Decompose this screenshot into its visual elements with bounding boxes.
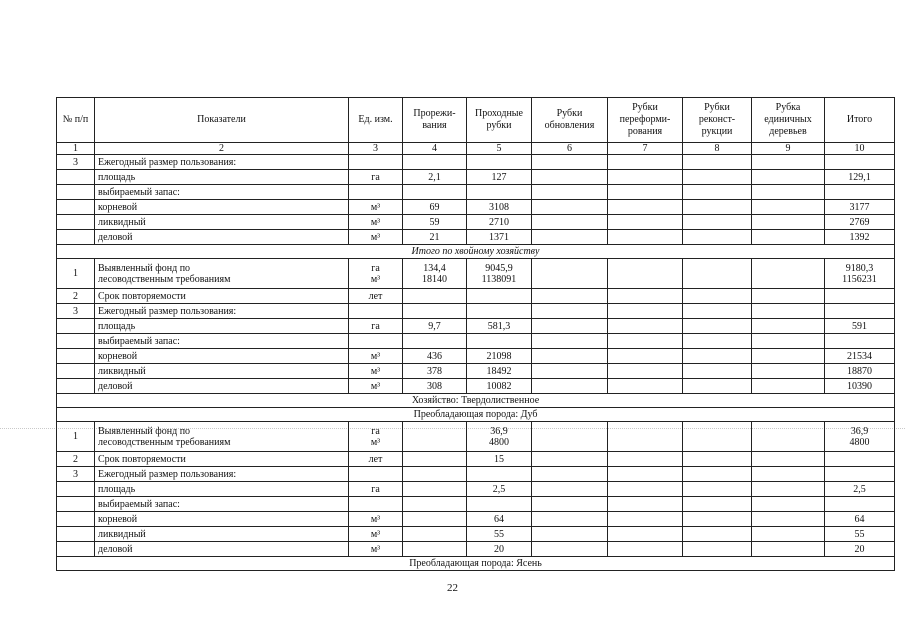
row-label: ликвидный bbox=[95, 364, 349, 379]
table-row bbox=[57, 379, 895, 394]
row-number: 1 bbox=[57, 422, 95, 452]
col-number: 2 bbox=[95, 143, 349, 155]
value-cell: 69 bbox=[403, 200, 467, 215]
row-label: деловой bbox=[95, 542, 349, 557]
header-cell: Проходные рубки bbox=[467, 98, 532, 143]
row-label: Выявленный фонд по лесоводственным требованиям bbox=[95, 422, 349, 452]
table-row bbox=[57, 200, 895, 215]
table-row bbox=[57, 185, 895, 200]
value-cell: 20 bbox=[467, 542, 532, 557]
value-cell: 55 bbox=[467, 527, 532, 542]
value-cell: 15 bbox=[467, 452, 532, 467]
value-cell: 36,9 4800 bbox=[467, 422, 532, 452]
value-cell: 378 bbox=[403, 364, 467, 379]
value-cell: 10082 bbox=[467, 379, 532, 394]
unit-cell: м³ bbox=[349, 379, 403, 394]
unit-cell: га м³ bbox=[349, 422, 403, 452]
value-cell: 3108 bbox=[467, 200, 532, 215]
unit-cell: м³ bbox=[349, 200, 403, 215]
row-label: Выявленный фонд по лесоводственным требованиям bbox=[95, 259, 349, 289]
section-title: Хозяйство: Твердолиственное bbox=[57, 394, 895, 408]
header-cell: Рубка единичных деревьев bbox=[752, 98, 825, 143]
row-label: корневой bbox=[95, 512, 349, 527]
row-label: Срок повторяемости bbox=[95, 289, 349, 304]
table-row bbox=[57, 215, 895, 230]
row-label: деловой bbox=[95, 230, 349, 245]
total-cell: 129,1 bbox=[825, 170, 895, 185]
table-row bbox=[57, 259, 895, 289]
header-cell: Ед. изм. bbox=[349, 98, 403, 143]
value-cell: 2710 bbox=[467, 215, 532, 230]
table-row bbox=[57, 334, 895, 349]
table-row bbox=[57, 497, 895, 512]
row-label: площадь bbox=[95, 319, 349, 334]
row-label: Срок повторяемости bbox=[95, 452, 349, 467]
table-row bbox=[57, 170, 895, 185]
row-label: деловой bbox=[95, 379, 349, 394]
total-cell: 9180,3 1156231 bbox=[825, 259, 895, 289]
table-row bbox=[57, 319, 895, 334]
table-row bbox=[57, 230, 895, 245]
table-row bbox=[57, 452, 895, 467]
col-number: 1 bbox=[57, 143, 95, 155]
header-cell: № п/п bbox=[57, 98, 95, 143]
page-number: 22 bbox=[447, 582, 458, 594]
total-cell: 591 bbox=[825, 319, 895, 334]
row-label: ликвидный bbox=[95, 215, 349, 230]
table-row bbox=[57, 467, 895, 482]
header-cell: Рубки обновления bbox=[532, 98, 608, 143]
value-cell: 127 bbox=[467, 170, 532, 185]
section-row bbox=[57, 557, 895, 571]
row-label: Ежегодный размер пользования: bbox=[95, 304, 349, 319]
row-label: ликвидный bbox=[95, 527, 349, 542]
table-row bbox=[57, 289, 895, 304]
col-number: 10 bbox=[825, 143, 895, 155]
value-cell: 18492 bbox=[467, 364, 532, 379]
total-cell: 21534 bbox=[825, 349, 895, 364]
table-row bbox=[57, 349, 895, 364]
forest-use-table bbox=[56, 97, 895, 571]
table-row bbox=[57, 527, 895, 542]
col-number: 7 bbox=[608, 143, 683, 155]
value-cell: 2,1 bbox=[403, 170, 467, 185]
row-number: 1 bbox=[57, 259, 95, 289]
value-cell: 581,3 bbox=[467, 319, 532, 334]
header-cell: Итого bbox=[825, 98, 895, 143]
section-title: Преобладающая порода: Дуб bbox=[57, 408, 895, 422]
header-row bbox=[57, 98, 895, 143]
total-cell: 36,9 4800 bbox=[825, 422, 895, 452]
header-cell: Показатели bbox=[95, 98, 349, 143]
table-row bbox=[57, 482, 895, 497]
table-row bbox=[57, 304, 895, 319]
total-cell: 64 bbox=[825, 512, 895, 527]
table-row bbox=[57, 155, 895, 170]
value-cell: 21 bbox=[403, 230, 467, 245]
value-cell: 1371 bbox=[467, 230, 532, 245]
total-cell: 2,5 bbox=[825, 482, 895, 497]
value-cell: 64 bbox=[467, 512, 532, 527]
col-number: 4 bbox=[403, 143, 467, 155]
table-row bbox=[57, 542, 895, 557]
total-cell: 18870 bbox=[825, 364, 895, 379]
table-row bbox=[57, 512, 895, 527]
section-title: Итого по хвойному хозяйству bbox=[57, 245, 895, 259]
col-number: 3 bbox=[349, 143, 403, 155]
table-row bbox=[57, 422, 895, 452]
header-cell: Рубки реконст-рукции bbox=[683, 98, 752, 143]
col-number: 9 bbox=[752, 143, 825, 155]
row-label: Ежегодный размер пользования: bbox=[95, 155, 349, 170]
unit-cell: лет bbox=[349, 289, 403, 304]
unit-cell: га bbox=[349, 170, 403, 185]
unit-cell: м³ bbox=[349, 215, 403, 230]
header-cell: Прорежи-вания bbox=[403, 98, 467, 143]
value-cell: 308 bbox=[403, 379, 467, 394]
row-number: 2 bbox=[57, 289, 95, 304]
unit-cell: лет bbox=[349, 452, 403, 467]
total-cell: 10390 bbox=[825, 379, 895, 394]
section-row bbox=[57, 408, 895, 422]
total-cell: 3177 bbox=[825, 200, 895, 215]
unit-cell: га bbox=[349, 482, 403, 497]
row-label: корневой bbox=[95, 349, 349, 364]
value-cell: 9045,9 1138091 bbox=[467, 259, 532, 289]
unit-cell: га м³ bbox=[349, 259, 403, 289]
row-label: площадь bbox=[95, 170, 349, 185]
col-number: 5 bbox=[467, 143, 532, 155]
row-number: 3 bbox=[57, 155, 95, 170]
section-row bbox=[57, 394, 895, 408]
row-label: выбираемый запас: bbox=[95, 334, 349, 349]
section-title: Преобладающая порода: Ясень bbox=[57, 557, 895, 571]
unit-cell: м³ bbox=[349, 349, 403, 364]
total-cell: 20 bbox=[825, 542, 895, 557]
row-label: выбираемый запас: bbox=[95, 497, 349, 512]
value-cell: 21098 bbox=[467, 349, 532, 364]
col-number: 6 bbox=[532, 143, 608, 155]
unit-cell: м³ bbox=[349, 364, 403, 379]
row-number: 3 bbox=[57, 304, 95, 319]
total-cell: 55 bbox=[825, 527, 895, 542]
unit-cell: м³ bbox=[349, 542, 403, 557]
unit-cell: м³ bbox=[349, 512, 403, 527]
row-label: площадь bbox=[95, 482, 349, 497]
row-label: Ежегодный размер пользования: bbox=[95, 467, 349, 482]
section-row bbox=[57, 245, 895, 259]
row-label: выбираемый запас: bbox=[95, 185, 349, 200]
row-number: 3 bbox=[57, 467, 95, 482]
unit-cell: га bbox=[349, 319, 403, 334]
unit-cell: м³ bbox=[349, 230, 403, 245]
value-cell: 436 bbox=[403, 349, 467, 364]
unit-cell: м³ bbox=[349, 527, 403, 542]
column-number-row bbox=[57, 143, 895, 155]
col-number: 8 bbox=[683, 143, 752, 155]
total-cell: 2769 bbox=[825, 215, 895, 230]
row-number: 2 bbox=[57, 452, 95, 467]
table-row bbox=[57, 364, 895, 379]
row-label: корневой bbox=[95, 200, 349, 215]
header-cell: Рубки переформи-рования bbox=[608, 98, 683, 143]
total-cell: 1392 bbox=[825, 230, 895, 245]
value-cell: 9,7 bbox=[403, 319, 467, 334]
value-cell: 59 bbox=[403, 215, 467, 230]
value-cell: 2,5 bbox=[467, 482, 532, 497]
value-cell: 134,4 18140 bbox=[403, 259, 467, 289]
